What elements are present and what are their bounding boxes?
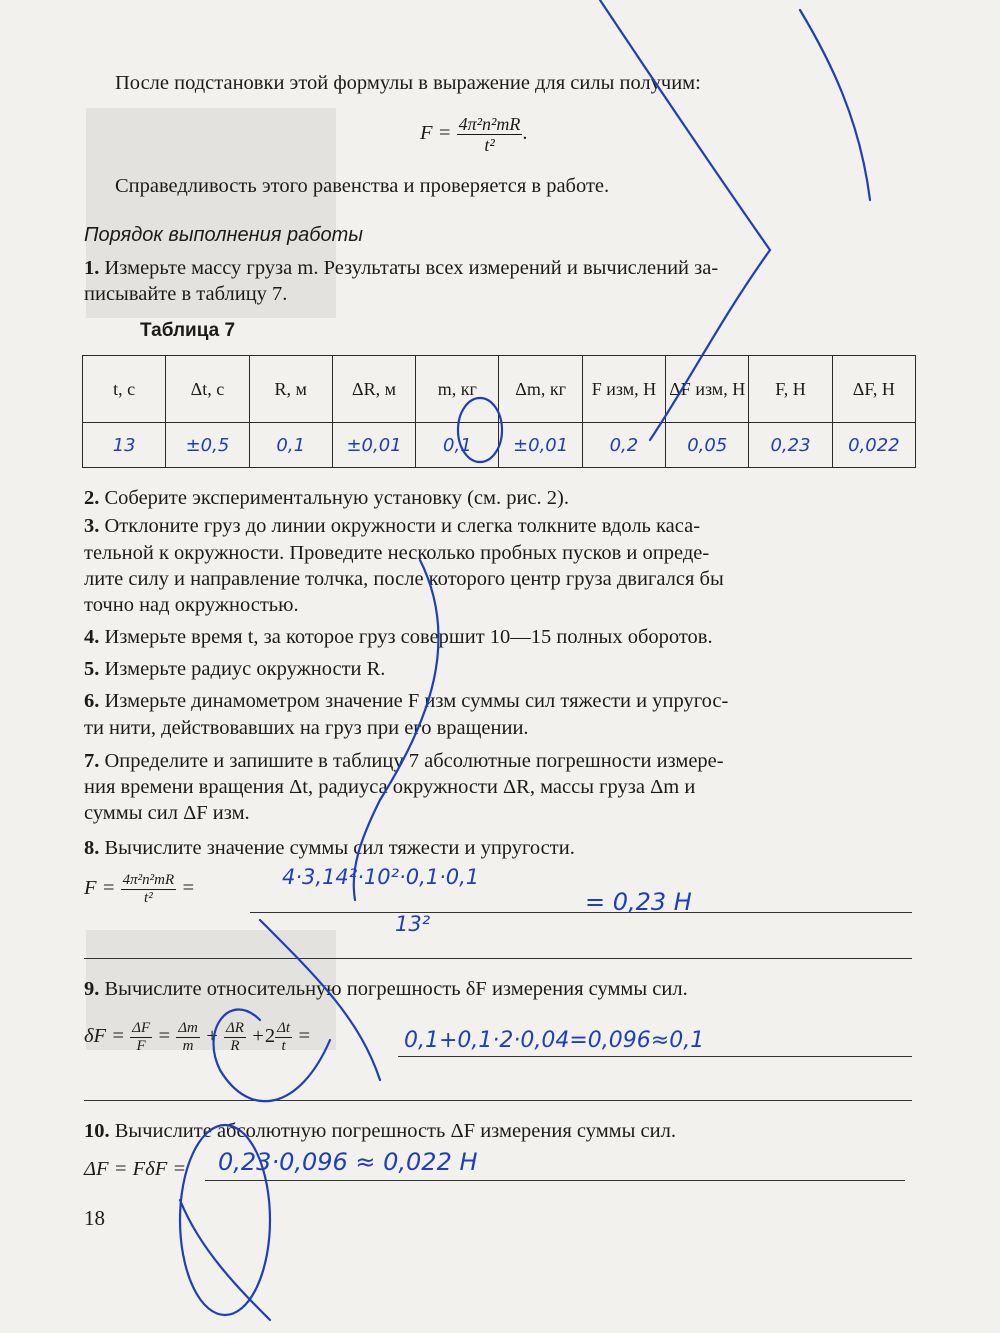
table-caption: Таблица 7 — [140, 320, 236, 341]
formula-step-9-term3-num: ΔR — [225, 1020, 244, 1036]
step-5-text: Измерьте радиус окружности R. — [104, 658, 386, 680]
value-m: 0,1 — [416, 423, 499, 468]
formula-step-9-term4-num: Δt — [277, 1020, 291, 1036]
header-df: ΔF, Н — [832, 356, 915, 423]
answer-line-step-8b — [84, 958, 912, 959]
value-dr: ±0,01 — [332, 423, 415, 468]
step-7-text-c: суммы сил ΔF изм. — [84, 802, 250, 824]
formula-main — [420, 114, 528, 155]
step-3-text-b: тельной к окружности. Проведите несколько пробных пусков и опреде- — [84, 542, 710, 564]
header-r: R, м — [249, 356, 332, 423]
handwritten-step-8-numerator: 4·3,14²·10²·0,1·0,1 — [282, 865, 480, 889]
value-df-izm: 0,05 — [666, 423, 749, 468]
header-f-izm: F изм, Н — [582, 356, 665, 423]
formula-step-9-term4-den: t — [281, 1038, 286, 1054]
answer-line-step-8a — [250, 912, 912, 913]
measurements-table — [82, 355, 916, 468]
procedure-heading: Порядок выполнения работы — [84, 224, 363, 246]
formula-step-9-term2-num: Δm — [178, 1020, 198, 1036]
formula-step-9-term2-den: m — [182, 1038, 194, 1054]
step-2-number: 2. — [84, 487, 100, 509]
step-9-text: Вычислите относительную погрешность δF измерения суммы сил. — [104, 978, 688, 1000]
step-7-text-a: Определите и запишите в таблицу 7 абсолютные погрешности измере- — [104, 750, 724, 772]
step-3-text-c: лите силу и направление толчка, после которого центр груза двигался бы — [84, 568, 724, 590]
intro-line: После подстановки этой формулы в выражение для силы получим: — [115, 72, 701, 94]
step-2-text: Соберите экспериментальную установку (см. рис. 2). — [104, 487, 570, 509]
step-5-number: 5. — [84, 658, 100, 680]
value-t: 13 — [83, 423, 166, 468]
step-4-text: Измерьте время t, за которое груз совершит 10—15 полных оборотов. — [104, 626, 713, 648]
step-1-text-a: Измерьте массу груза m. Результаты всех измерений и вычислений за- — [104, 257, 719, 279]
answer-line-step-9b — [84, 1100, 912, 1101]
step-3 — [84, 513, 700, 539]
value-r: 0,1 — [249, 423, 332, 468]
formula-step-8-denominator: t² — [144, 890, 153, 906]
step-1-number: 1. — [84, 257, 100, 279]
handwritten-step-9-result: 0,1+0,1·2·0,04=0,096≈0,1 — [404, 1028, 705, 1053]
step-6-text-b: ти нити, действовавших на груз при его вращении. — [84, 717, 529, 739]
step-9-number: 9. — [84, 978, 100, 1000]
step-7-number: 7. — [84, 750, 100, 772]
step-6 — [84, 688, 728, 714]
formula-step-9: δF = $\frac{\Delta F}{F}$ = $\frac{\Delta m}{m}$ + $\frac{\Delta R}{R}$ +2 $\frac{\Delta t}{t}$ = — [84, 1020, 312, 1054]
formula-main-denominator: t² — [484, 135, 495, 155]
step-3-text-d: точно над окружностью. — [84, 594, 299, 616]
page-number: 18 — [84, 1206, 105, 1230]
step-1-text-b: писывайте в таблицу 7. — [84, 283, 288, 305]
formula-step-8-lhs: F = — [84, 877, 116, 900]
header-m: m, кг — [416, 356, 499, 423]
value-dm: ±0,01 — [499, 423, 582, 468]
step-3-number: 3. — [84, 515, 100, 537]
formula-step-10: ΔF = FδF = — [84, 1158, 187, 1180]
step-8-number: 8. — [84, 837, 100, 859]
answer-line-step-10 — [205, 1180, 905, 1181]
header-dt: Δt, с — [166, 356, 249, 423]
formula-step-9-coefficient: 2 — [264, 1025, 276, 1048]
formula-main-numerator: 4π²n²mR — [458, 114, 521, 134]
formula-step-9-term1-den: F — [136, 1038, 146, 1054]
pen-stroke-bottom — [180, 1200, 270, 1320]
step-7-text-b: ния времени вращения Δt, радиуса окружности ΔR, массы груза Δm и — [84, 776, 696, 798]
formula-step-8-equals: = — [181, 877, 196, 900]
formula-main-lhs: F = — [420, 122, 452, 145]
value-df: 0,022 — [832, 423, 915, 468]
step-8-text: Вычислите значение суммы сил тяжести и упругости. — [104, 837, 575, 859]
step-5 — [84, 656, 385, 682]
step-1 — [84, 255, 718, 281]
handwritten-step-10-result: 0,23·0,096 ≈ 0,022 Н — [218, 1148, 478, 1176]
step-8 — [84, 835, 575, 861]
value-f: 0,23 — [749, 423, 832, 468]
step-3-text-a: Отклоните груз до линии окружности и слегка толкните вдоль каса- — [104, 515, 701, 537]
formula-step-8 — [84, 872, 195, 907]
value-dt: ±0,5 — [166, 423, 249, 468]
step-10-text: Вычислите абсолютную погрешность ΔF измерения суммы сил. — [114, 1120, 676, 1142]
header-df-izm: ΔF изм, Н — [666, 356, 749, 423]
formula-step-9-lhs: δF = — [84, 1025, 126, 1048]
step-10 — [84, 1118, 676, 1144]
step-4-number: 4. — [84, 626, 100, 648]
handwritten-step-8-result: = 0,23 Н — [585, 888, 692, 916]
formula-step-9-term3-den: R — [230, 1038, 240, 1054]
formula-step-9-term1-num: ΔF — [132, 1020, 151, 1036]
header-dr: ΔR, м — [332, 356, 415, 423]
step-6-number: 6. — [84, 690, 100, 712]
formula-main-tail: . — [522, 122, 528, 145]
step-6-text-a: Измерьте динамометром значение F изм суммы сил тяжести и упругос- — [104, 690, 729, 712]
header-dm: Δm, кг — [499, 356, 582, 423]
verification-line: Справедливость этого равенства и проверяется в работе. — [115, 175, 610, 197]
header-t: t, с — [83, 356, 166, 423]
value-f-izm: 0,2 — [582, 423, 665, 468]
step-4 — [84, 624, 713, 650]
formula-step-9-equals: = — [297, 1025, 312, 1048]
pen-stroke-right — [800, 10, 870, 200]
header-f: F, Н — [749, 356, 832, 423]
step-2 — [84, 485, 569, 511]
step-7 — [84, 748, 724, 774]
step-10-number: 10. — [84, 1120, 110, 1142]
step-9 — [84, 976, 688, 1002]
formula-step-8-numerator: 4π²n²mR — [122, 872, 175, 888]
handwritten-step-8-denominator: 13² — [395, 912, 431, 936]
answer-line-step-9a — [398, 1056, 912, 1057]
